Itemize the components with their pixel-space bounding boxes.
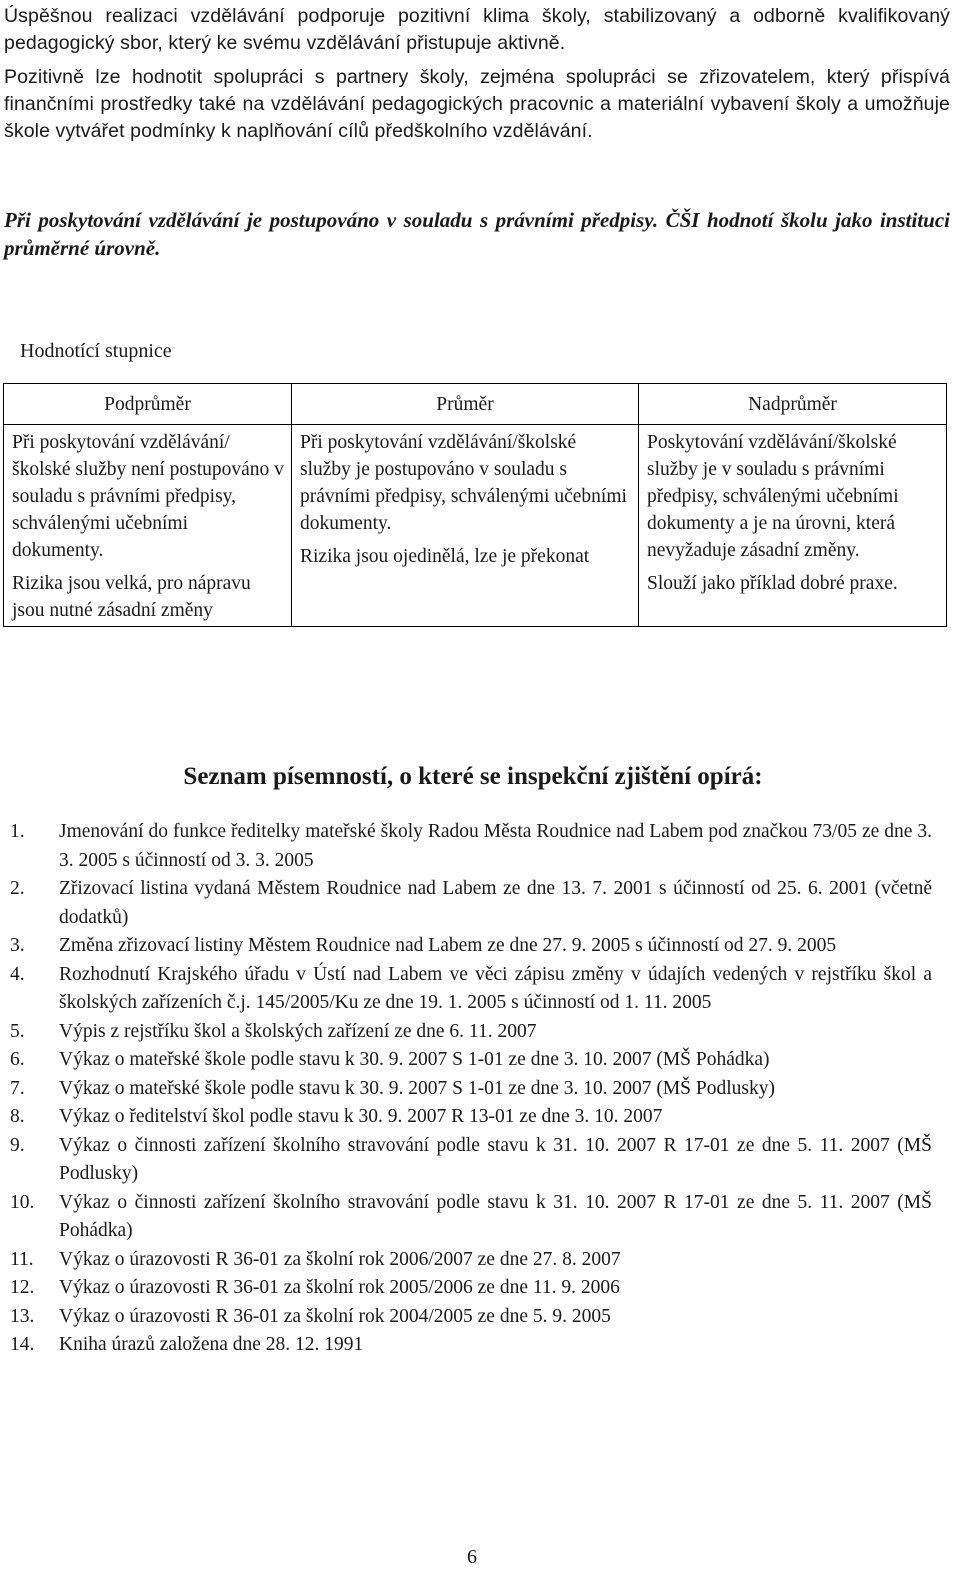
list-item — [10, 818, 932, 875]
list-item — [10, 1046, 932, 1075]
item-text: Změna zřizovací listiny Městem Roudnice nad Labem ze dne 27. 9. 2005 s účinností od 27. 9. 2005 — [59, 935, 837, 956]
item-number: 10. — [10, 1191, 35, 1213]
item-number: 2. — [10, 878, 25, 899]
item-number: 1. — [10, 821, 25, 842]
column-header-average: Průměr — [292, 384, 639, 425]
item-number: 8. — [10, 1106, 25, 1127]
item-text: Zřizovací listina vydaná Městem Roudnice nad Labem ze dne 13. 7. 2001 s účinností od 25. 6. 2001 (včetně dodatků) — [59, 878, 932, 928]
list-item — [10, 932, 932, 961]
list-item — [10, 1331, 932, 1360]
item-text: Rozhodnutí Krajského úřadu v Ústí nad Labem ve věci zápisu změny v údajích vedených v rejstříku škol a školských zařízeních č.j. 145/2005/Ku ze dne 19. 1. 2005 s účinností od 1. 11. 2005 — [59, 963, 932, 1013]
conclusion-statement: Při poskytování vzdělávání je postupováno v souladu s právními předpisy. ČŠI hodnotí školu jako instituci průměrné úrovně. — [4, 208, 950, 260]
item-text: Kniha úrazů založena dne 28. 12. 1991 — [59, 1334, 364, 1355]
item-number: 4. — [10, 963, 25, 985]
item-number: 5. — [10, 1020, 25, 1042]
item-text: Jmenování do funkce ředitelky mateřské školy Radou Města Roudnice nad Labem pod značkou 73/05 ze dne 3. 3. 2005 s účinností od 3. 3. 2005 — [59, 821, 932, 871]
item-text: Výkaz o činnosti zařízení školního stravování podle stavu k 31. 10. 2007 R 17-01 ze dne 5. 11. 2007 (MŠ Pohádka) — [59, 1191, 932, 1241]
column-header-below-average: Podprůměr — [4, 384, 292, 425]
list-item — [10, 1274, 932, 1303]
cell-below-average — [4, 425, 292, 627]
item-number: 14. — [10, 1334, 35, 1355]
column-header-above-average: Nadprůměr — [639, 384, 947, 425]
item-number: 6. — [10, 1049, 25, 1070]
cell-text: Při poskytování vzdělávání/školské služby není postupováno v souladu s právními předpisy, schválenými učebními dokumenty. — [12, 432, 284, 561]
item-text: Výkaz o mateřské škole podle stavu k 30. 9. 2007 S 1-01 ze dne 3. 10. 2007 (MŠ Pohádka) — [59, 1049, 770, 1070]
item-text: Výpis z rejstříku škol a školských zařízení ze dne 6. 11. 2007 — [59, 1020, 537, 1042]
documents-heading: Seznam písemností, o které se inspekční zjištění opírá: — [183, 763, 763, 790]
item-text: Výkaz o úrazovosti R 36-01 za školní rok 2004/2005 ze dne 5. 9. 2005 — [59, 1305, 611, 1327]
cell-above-average — [639, 425, 947, 627]
cell-text: Rizika jsou ojedinělá, lze je překonat — [300, 546, 590, 567]
documents-list — [10, 818, 932, 1360]
page-number: 6 — [467, 1546, 477, 1568]
item-number: 9. — [10, 1134, 25, 1156]
item-number: 13. — [10, 1305, 35, 1327]
item-text: Výkaz o úrazovosti R 36-01 za školní rok 2005/2006 ze dne 11. 9. 2006 — [59, 1277, 620, 1298]
scale-title: Hodnotící stupnice — [20, 340, 172, 362]
cell-text: Při poskytování vzdělávání/školské služby je postupováno v souladu s právními předpisy, schválenými učebními dokumenty. — [300, 432, 627, 534]
rating-scale-header-row — [4, 384, 947, 425]
list-item — [10, 961, 932, 1018]
cell-average — [292, 425, 639, 627]
item-number: 12. — [10, 1277, 35, 1298]
item-text: Výkaz o mateřské škole podle stavu k 30. 9. 2007 S 1-01 ze dne 3. 10. 2007 (MŠ Podlusky) — [59, 1077, 775, 1099]
item-text: Výkaz o úrazovosti R 36-01 za školní rok 2006/2007 ze dne 27. 8. 2007 — [59, 1248, 621, 1270]
item-number: 7. — [10, 1077, 25, 1099]
rating-scale-table — [3, 383, 947, 627]
cell-text: Poskytování vzdělávání/školské služby je v souladu s právními předpisy, schválenými učebními dokumenty a je na úrovni, která nevyžaduje zásadní změny. — [647, 432, 899, 561]
list-item — [10, 1246, 932, 1275]
item-text: Výkaz o činnosti zařízení školního stravování podle stavu k 31. 10. 2007 R 17-01 ze dne 5. 11. 2007 (MŠ Podlusky) — [59, 1134, 932, 1184]
paragraph-climate: Úspěšnou realizaci vzdělávání podporuje pozitivní klima školy, stabilizovaný a odborně kvalifikovaný pedagogický sbor, který ke svému vzdělávání přistupuje aktivně. — [4, 5, 950, 54]
list-item — [10, 1018, 932, 1047]
list-item — [10, 1075, 932, 1104]
list-item — [10, 875, 932, 932]
cell-text: Rizika jsou velká, pro nápravu jsou nutné zásadní změny — [12, 573, 251, 621]
item-text: Výkaz o ředitelství škol podle stavu k 30. 9. 2007 R 13-01 ze dne 3. 10. 2007 — [59, 1106, 663, 1127]
cell-text: Slouží jako příklad dobré praxe. — [647, 573, 898, 594]
paragraph-partners: Pozitivně lze hodnotit spolupráci s partnery školy, zejména spolupráci se zřizovatelem, který přispívá finančními prostředky také na vzdělávání pedagogických pracovnic a materiální vybavení školy a umožňuje škole vytvářet podmínky k naplňování cílů předškolního vzdělávání. — [4, 66, 950, 142]
list-item — [10, 1189, 932, 1246]
list-item — [10, 1103, 932, 1132]
rating-scale-body-row — [4, 425, 947, 627]
list-item — [10, 1132, 932, 1189]
list-item — [10, 1303, 932, 1332]
item-number: 3. — [10, 935, 25, 956]
item-number: 11. — [10, 1248, 34, 1270]
